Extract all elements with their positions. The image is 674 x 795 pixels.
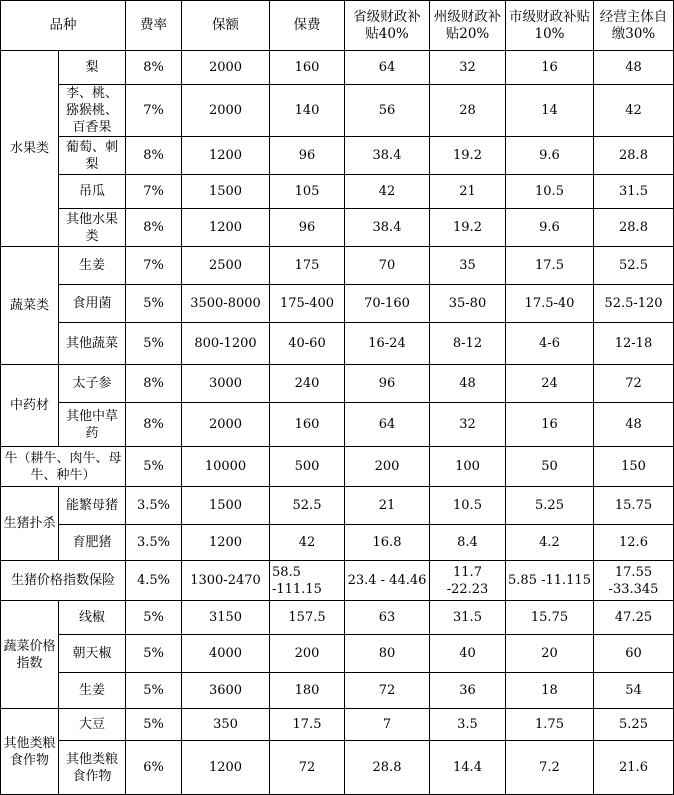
state-cell: 32	[430, 51, 506, 85]
provincial-cell: 64	[345, 403, 430, 447]
amount-cell: 3600	[182, 673, 270, 709]
state-cell: 14.4	[430, 741, 506, 795]
premium-cell: 160	[270, 403, 345, 447]
variety-cell: 生姜	[59, 247, 126, 285]
self-pay-cell: 47.25	[594, 601, 674, 635]
self-pay-cell: 54	[594, 673, 674, 709]
rate-cell: 5%	[126, 601, 182, 635]
self-pay-cell: 48	[594, 51, 674, 85]
variety-cell: 葡萄、刺梨	[59, 137, 126, 175]
amount-cell: 1500	[182, 487, 270, 525]
category-cell: 生猪价格指数保险	[1, 561, 126, 601]
premium-cell: 17.5	[270, 709, 345, 741]
state-cell: 10.5	[430, 487, 506, 525]
rate-cell: 6%	[126, 741, 182, 795]
table-row	[1, 365, 674, 403]
rate-cell: 5%	[126, 285, 182, 323]
state-cell: 32	[430, 403, 506, 447]
variety-cell: 其他水果类	[59, 209, 126, 247]
rate-cell: 7%	[126, 247, 182, 285]
provincial-cell: 21	[345, 487, 430, 525]
variety-cell: 吊瓜	[59, 175, 126, 209]
provincial-cell: 28.8	[345, 741, 430, 795]
city-cell: 1.75	[506, 709, 594, 741]
category-cell: 蔬菜类	[1, 247, 59, 365]
premium-cell: 52.5	[270, 487, 345, 525]
category-cell: 中药材	[1, 365, 59, 447]
table-row	[1, 85, 674, 137]
state-cell: 35-80	[430, 285, 506, 323]
provincial-cell: 23.4 - 44.46	[345, 561, 430, 601]
self-pay-cell: 28.8	[594, 209, 674, 247]
provincial-cell: 64	[345, 51, 430, 85]
provincial-cell: 63	[345, 601, 430, 635]
city-cell: 14	[506, 85, 594, 137]
premium-cell: 180	[270, 673, 345, 709]
state-cell: 40	[430, 635, 506, 673]
variety-cell: 李、桃、猕猴桃、百香果	[59, 85, 126, 137]
provincial-cell: 16-24	[345, 323, 430, 365]
table-row	[1, 323, 674, 365]
table-row	[1, 285, 674, 323]
table-row	[1, 635, 674, 673]
amount-cell: 10000	[182, 447, 270, 487]
amount-cell: 1500	[182, 175, 270, 209]
self-pay-cell: 15.75	[594, 487, 674, 525]
state-cell: 35	[430, 247, 506, 285]
self-pay-cell: 17.55 -33.345	[594, 561, 674, 601]
city-cell: 17.5-40	[506, 285, 594, 323]
state-cell: 100	[430, 447, 506, 487]
rate-cell: 3.5%	[126, 487, 182, 525]
premium-cell: 40-60	[270, 323, 345, 365]
table-row	[1, 487, 674, 525]
table-row	[1, 601, 674, 635]
premium-cell: 175-400	[270, 285, 345, 323]
variety-cell: 其他蔬菜	[59, 323, 126, 365]
amount-cell: 1200	[182, 525, 270, 561]
category-cell: 蔬菜价格指数	[1, 601, 59, 709]
header-state-subsidy: 州级财政补贴20%	[430, 1, 506, 51]
city-cell: 17.5	[506, 247, 594, 285]
self-pay-cell: 12-18	[594, 323, 674, 365]
rate-cell: 8%	[126, 137, 182, 175]
premium-cell: 240	[270, 365, 345, 403]
self-pay-cell: 31.5	[594, 175, 674, 209]
premium-cell: 105	[270, 175, 345, 209]
state-cell: 48	[430, 365, 506, 403]
self-pay-cell: 72	[594, 365, 674, 403]
state-cell: 19.2	[430, 209, 506, 247]
provincial-cell: 56	[345, 85, 430, 137]
state-cell: 21	[430, 175, 506, 209]
city-cell: 4-6	[506, 323, 594, 365]
category-cell: 其他类粮食作物	[1, 709, 59, 795]
city-cell: 5.25	[506, 487, 594, 525]
provincial-cell: 7	[345, 709, 430, 741]
premium-cell: 96	[270, 137, 345, 175]
rate-cell: 5%	[126, 635, 182, 673]
rate-cell: 8%	[126, 51, 182, 85]
table-row	[1, 525, 674, 561]
variety-cell: 生姜	[59, 673, 126, 709]
state-cell: 31.5	[430, 601, 506, 635]
table-row	[1, 561, 674, 601]
premium-cell: 72	[270, 741, 345, 795]
category-cell: 生猪扑杀	[1, 487, 59, 561]
header-row	[1, 1, 674, 51]
premium-cell: 96	[270, 209, 345, 247]
state-cell: 28	[430, 85, 506, 137]
variety-cell: 朝天椒	[59, 635, 126, 673]
city-cell: 20	[506, 635, 594, 673]
amount-cell: 4000	[182, 635, 270, 673]
self-pay-cell: 52.5-120	[594, 285, 674, 323]
city-cell: 9.6	[506, 137, 594, 175]
amount-cell: 1200	[182, 209, 270, 247]
amount-cell: 3000	[182, 365, 270, 403]
premium-cell: 500	[270, 447, 345, 487]
variety-cell: 线椒	[59, 601, 126, 635]
state-cell: 19.2	[430, 137, 506, 175]
rate-cell: 7%	[126, 175, 182, 209]
amount-cell: 2000	[182, 51, 270, 85]
self-pay-cell: 150	[594, 447, 674, 487]
variety-cell: 育肥猪	[59, 525, 126, 561]
header-rate: 费率	[126, 1, 182, 51]
rate-cell: 8%	[126, 365, 182, 403]
provincial-cell: 38.4	[345, 209, 430, 247]
provincial-cell: 70-160	[345, 285, 430, 323]
provincial-cell: 96	[345, 365, 430, 403]
premium-cell: 58.5 -111.15	[270, 561, 345, 601]
table-row	[1, 51, 674, 85]
variety-cell: 能繁母猪	[59, 487, 126, 525]
amount-cell: 3150	[182, 601, 270, 635]
header-self-pay: 经营主体自缴30%	[594, 1, 674, 51]
category-cell: 水果类	[1, 51, 59, 247]
table-row	[1, 403, 674, 447]
header-provincial-subsidy: 省级财政补贴40%	[345, 1, 430, 51]
city-cell: 50	[506, 447, 594, 487]
header-city-subsidy: 市级财政补贴10%	[506, 1, 594, 51]
self-pay-cell: 5.25	[594, 709, 674, 741]
rate-cell: 8%	[126, 403, 182, 447]
provincial-cell: 16.8	[345, 525, 430, 561]
self-pay-cell: 12.6	[594, 525, 674, 561]
city-cell: 16	[506, 403, 594, 447]
provincial-cell: 72	[345, 673, 430, 709]
rate-cell: 7%	[126, 85, 182, 137]
premium-cell: 200	[270, 635, 345, 673]
city-cell: 4.2	[506, 525, 594, 561]
provincial-cell: 38.4	[345, 137, 430, 175]
header-premium: 保费	[270, 1, 345, 51]
amount-cell: 1200	[182, 741, 270, 795]
rate-cell: 5%	[126, 323, 182, 365]
amount-cell: 350	[182, 709, 270, 741]
variety-cell: 大豆	[59, 709, 126, 741]
self-pay-cell: 52.5	[594, 247, 674, 285]
state-cell: 11.7 -22.23	[430, 561, 506, 601]
city-cell: 15.75	[506, 601, 594, 635]
header-variety: 品种	[1, 1, 126, 51]
rate-cell: 5%	[126, 709, 182, 741]
self-pay-cell: 21.6	[594, 741, 674, 795]
self-pay-cell: 42	[594, 85, 674, 137]
table-row	[1, 709, 674, 741]
variety-cell: 其他类粮食作物	[59, 741, 126, 795]
premium-cell: 160	[270, 51, 345, 85]
rate-cell: 4.5%	[126, 561, 182, 601]
rate-cell: 3.5%	[126, 525, 182, 561]
header-amount: 保额	[182, 1, 270, 51]
premium-cell: 42	[270, 525, 345, 561]
amount-cell: 2000	[182, 85, 270, 137]
provincial-cell: 200	[345, 447, 430, 487]
category-cell: 牛（耕牛、肉牛、母牛、种牛）	[1, 447, 126, 487]
amount-cell: 2500	[182, 247, 270, 285]
table-row	[1, 741, 674, 795]
amount-cell: 3500-8000	[182, 285, 270, 323]
amount-cell: 800-1200	[182, 323, 270, 365]
state-cell: 8-12	[430, 323, 506, 365]
variety-cell: 太子参	[59, 365, 126, 403]
self-pay-cell: 28.8	[594, 137, 674, 175]
city-cell: 5.85 -11.115	[506, 561, 594, 601]
self-pay-cell: 60	[594, 635, 674, 673]
variety-cell: 食用菌	[59, 285, 126, 323]
table-row	[1, 137, 674, 175]
table-row	[1, 247, 674, 285]
table-row	[1, 447, 674, 487]
city-cell: 7.2	[506, 741, 594, 795]
premium-cell: 157.5	[270, 601, 345, 635]
city-cell: 10.5	[506, 175, 594, 209]
provincial-cell: 80	[345, 635, 430, 673]
self-pay-cell: 48	[594, 403, 674, 447]
provincial-cell: 42	[345, 175, 430, 209]
provincial-cell: 70	[345, 247, 430, 285]
state-cell: 36	[430, 673, 506, 709]
state-cell: 8.4	[430, 525, 506, 561]
city-cell: 9.6	[506, 209, 594, 247]
amount-cell: 2000	[182, 403, 270, 447]
rate-cell: 5%	[126, 673, 182, 709]
premium-cell: 175	[270, 247, 345, 285]
table-row	[1, 673, 674, 709]
city-cell: 24	[506, 365, 594, 403]
table-row	[1, 209, 674, 247]
rate-cell: 8%	[126, 209, 182, 247]
amount-cell: 1300-2470	[182, 561, 270, 601]
rate-cell: 5%	[126, 447, 182, 487]
city-cell: 16	[506, 51, 594, 85]
state-cell: 3.5	[430, 709, 506, 741]
amount-cell: 1200	[182, 137, 270, 175]
premium-cell: 140	[270, 85, 345, 137]
city-cell: 18	[506, 673, 594, 709]
variety-cell: 梨	[59, 51, 126, 85]
variety-cell: 其他中草药	[59, 403, 126, 447]
table-row	[1, 175, 674, 209]
